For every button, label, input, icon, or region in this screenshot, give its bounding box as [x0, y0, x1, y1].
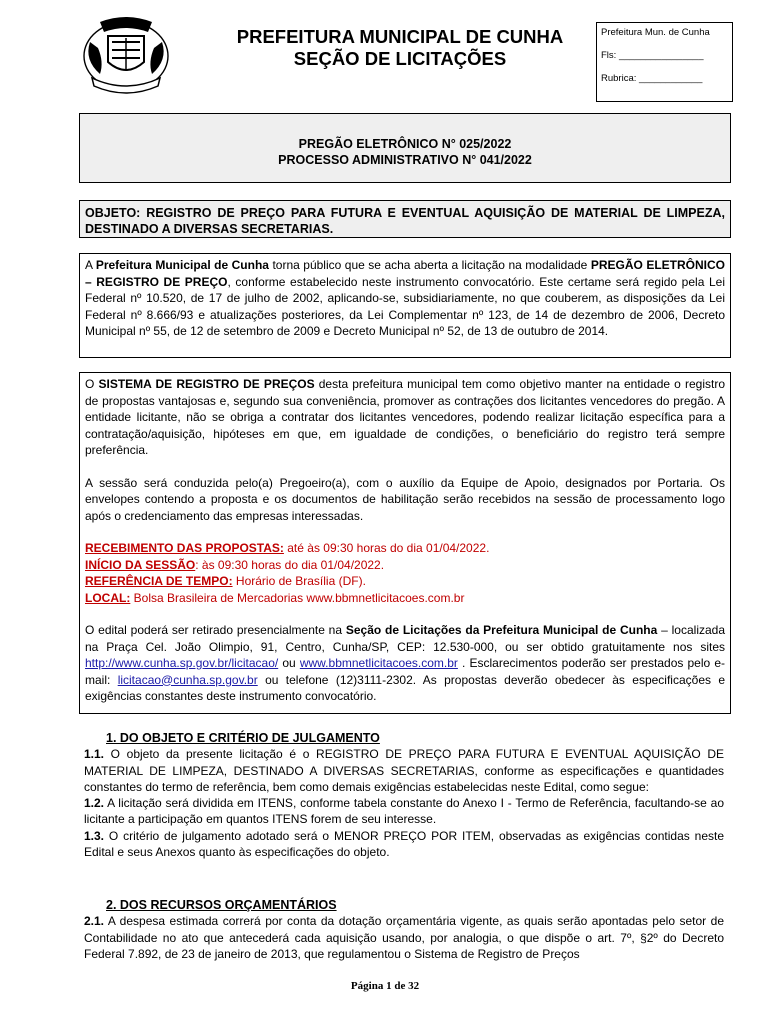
stamp-line-1: Prefeitura Mun. de Cunha [601, 27, 710, 38]
label: REFERÊNCIA DE TEMPO: [85, 574, 233, 588]
text: O [85, 377, 99, 391]
section-title: 1. DO OBJETO E CRITÉRIO DE JULGAMENTO [106, 731, 380, 745]
value: até às 09:30 horas do dia 01/04/2022. [283, 541, 490, 555]
edital-paragraph [85, 622, 725, 705]
text: torna público que se acha aberta a licitação na modalidade [268, 258, 591, 272]
page-stamp-box [596, 22, 733, 102]
clause-2-1 [84, 913, 724, 962]
clause-1-2 [84, 795, 724, 828]
referencia-line [85, 573, 725, 590]
text: ou [278, 656, 300, 670]
clause-text: A despesa estimada correrá por conta da dotação orçamentária vigente, as quais serão apontadas pelo setor de Contabilidade no ato que antecederá cada aquisição usando, por analogia, o que dispõe o art. 7º, §2º do Decreto Federal 7.892, de 23 de janeiro de 2013, que regulamentou o Sistema de Registro de Preços [84, 914, 724, 961]
clause-1-1 [84, 746, 724, 795]
value: Horário de Brasília (DF). [232, 574, 366, 588]
text: , conforme estabelecido neste instrumento convocatório. Este certame será regido pela Lei Federal nº 10.520, de 17 de julho de 2002, aplicando-se, subsidiariamente, no que couberem, as disposições da Lei Federal nº 8.666/93 e atualizações posteriores, da Lei Complementar nº 123, de 14 de dezembro de 2006, Decreto Municipal nº 55, de 12 de setembro de 2009 e Decreto Municipal nº 52, de 13 de outubro de 2014. [85, 274, 725, 338]
clause-number: 2.1. [84, 914, 105, 929]
objeto-box: OBJETO: REGISTRO DE PREÇO PARA FUTURA E EVENTUAL AQUISIÇÃO DE MATERIAL DE LIMPEZA, DESTINADO A DIVERSAS SECRETARIAS. [79, 200, 731, 238]
processo-number: PROCESSO ADMINISTRATIVO N° 041/2022 [278, 153, 532, 167]
clause-text: O objeto da presente licitação é o REGISTRO DE PREÇO PARA FUTURA E EVENTUAL AQUISIÇÃO DE MATERIAL DE LIMPEZA, DESTINADO A DIVERSAS SECRETARIAS, conforme as especificações e quantidades constantes do termo de referência, bem como demais exigências estabelecidas neste Edital, como segue: [84, 747, 724, 794]
clause-text: A licitação será dividida em ITENS, conforme tabela constante do Anexo I - Termo de Referência, facultando-se ao licitante a participação em quantos ITENS forem de seu interesse. [84, 796, 724, 827]
text-bold: PREGÃO ELETRÔNICO – REGISTRO DE PREÇO [85, 258, 725, 289]
clause-text: O critério de julgamento adotado será o MENOR PREÇO POR ITEM, observadas as exigências contidas neste Edital e seus Anexos quanto às especificações do objeto. [84, 828, 724, 860]
site-link-bbmnet[interactable]: www.bbmnetlicitacoes.com.br [299, 656, 458, 670]
clause-1-3 [84, 828, 724, 861]
section-objeto-julgamento [84, 730, 724, 860]
sessao-paragraph: A sessão será conduzida pelo(a) Pregoeiro(a), com o auxílio da Equipe de Apoio, designados por Portaria. Os envelopes contendo a proposta e os documentos de habilitação serão recebidos na sessão de processamento logo após o credenciamento das empresas interessadas. [85, 475, 725, 523]
total-pages-number: 32 [408, 980, 420, 992]
recebimento-line [85, 540, 725, 557]
sistema-paragraph [85, 376, 725, 459]
text: A [85, 258, 96, 272]
header-subtitle: SEÇÃO DE LICITAÇÕES [293, 48, 507, 69]
clause-number: 1.1. [84, 747, 105, 762]
text: – localizada na Praça Cel. João Olimpio, 91, Centro, Cunha/SP, CEP: 12.530-000, ou ser obtido gratuitamente nos sites [85, 623, 725, 654]
inicio-line [85, 557, 725, 574]
intro-box [79, 253, 731, 358]
footer-label: Página [350, 980, 384, 992]
municipal-crest-logo [78, 12, 174, 96]
text-bold: Prefeitura Municipal de Cunha [95, 258, 269, 272]
section-title: 2. DOS RECURSOS ORÇAMENTÁRIOS [106, 898, 337, 912]
value: Bolsa Brasileira de Mercadorias www.bbmnetlicitacoes.com.br [130, 590, 465, 605]
clause-number: 1.2. [84, 796, 105, 811]
label: RECEBIMENTO DAS PROPOSTAS: [85, 541, 284, 555]
sistema-box [79, 372, 731, 714]
text: ou telefone (12)3111-2302. As propostas deverão obedecer às especificações e exigências constantes deste instrumento convocatório. [85, 672, 726, 703]
text-bold: Seção de Licitações da Prefeitura Municipal de Cunha [345, 623, 658, 637]
text: O edital poderá ser retirado presencialmente na [85, 623, 346, 637]
site-link-cunha[interactable]: http://www.cunha.sp.gov.br/licitacao/ [85, 656, 279, 670]
value: : às 09:30 horas do dia 01/04/2022. [195, 557, 385, 572]
text: desta prefeitura municipal tem como objetivo manter na entidade o registro de propostas vantajosas e, segundo sua conveniência, promover as contrações dos licitantes vencedores do pregão. A entidade licitante, não se obriga a contratar dos licitantes vencedores, podendo realizar licitação específica para a contratação/aquisição, hipóteses em que, em igualdade de condições, o beneficiário do registro terá sempre preferência. [85, 377, 726, 457]
page-footer [0, 980, 770, 992]
pregao-number: PREGÃO ELETRÔNICO N° 025/2022 [298, 137, 512, 151]
intro-paragraph [85, 257, 725, 340]
footer-label: de [394, 980, 406, 992]
local-line [85, 590, 725, 607]
text: . Esclarecimentos poderão ser prestados pelo e-mail: [85, 656, 726, 687]
current-page-number: 1 [386, 980, 392, 992]
header-titles [200, 26, 600, 70]
stamp-line-3: Rubrica: ____________ [601, 73, 703, 84]
header-title: PREFEITURA MUNICIPAL DE CUNHA [236, 26, 564, 47]
label: LOCAL: [85, 590, 131, 605]
email-link[interactable]: licitacao@cunha.sp.gov.br [117, 672, 258, 687]
stamp-line-2: Fls: ________________ [601, 50, 704, 61]
section-recursos [84, 897, 724, 962]
pregao-box [79, 113, 731, 183]
clause-number: 1.3. [84, 828, 105, 843]
text-bold: SISTEMA DE REGISTRO DE PREÇOS [98, 377, 315, 391]
label: INÍCIO DA SESSÃO [85, 557, 196, 572]
